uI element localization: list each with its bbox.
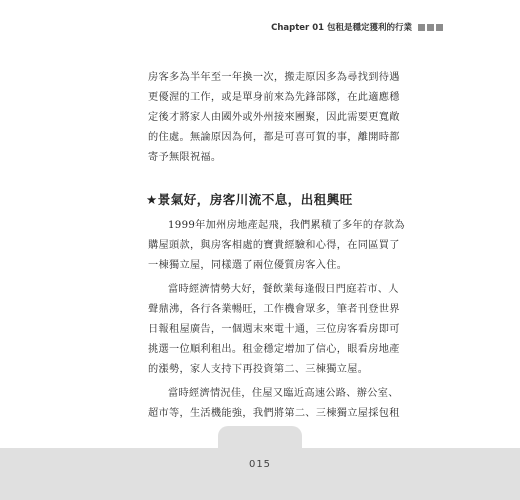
paragraph-3 [148,280,398,380]
text-line: 購屋頭款，與房客相處的寶貴經驗和心得，在同區買了 [148,240,400,251]
section-heading: ★景氣好，房客川流不息，出租興旺 [146,192,353,207]
header-square-3 [436,24,443,31]
text-line: 挑選一位順利租出。租金穩定增加了信心，眼看房地產 [148,344,400,355]
footer-tab-decoration [218,426,302,448]
text-line: 寄予無限祝福。 [148,152,222,163]
footer-band [0,448,520,500]
paragraph-4 [148,384,398,424]
text-line: 的住處。無論原因為何，都是可喜可賀的事，離開時都 [148,132,400,143]
text-line: 房客多為半年至一年換一次，搬走原因多為尋找到待遇 [148,72,400,83]
text-line: 超市等，生活機能強，我們將第二、三棟獨立屋採包租 [148,408,400,419]
page-body [146,68,405,424]
paragraph-2 [148,216,405,276]
text-line: 聲鼎沸，各行各業暢旺，工作機會眾多，筆者刊登世界 [148,304,400,315]
text-line: 當時經濟情勢大好，餐飲業每逢假日門庭若市、人 [168,284,399,295]
running-header [271,21,443,33]
page-number: 015 [248,459,272,470]
header-square-2 [427,24,434,31]
text-line: 一棟獨立屋，同樣選了兩位優質房客入住。 [148,260,348,271]
header-squares-decoration [418,24,443,31]
text-line: 定後才將家人由國外或外州接來團聚，因此需要更寬敞 [148,112,400,123]
text-line: 的漲勢，家人支持下再投資第二、三棟獨立屋。 [148,364,369,375]
paragraph-1 [148,68,398,168]
text-line: 當時經濟情況佳，住屋又臨近高速公路、辦公室、 [168,388,399,399]
header-square-1 [418,24,425,31]
text-line: 日報租屋廣告，一個週末來電十通，三位房客看房即可 [148,324,400,335]
text-line: 更優渥的工作，或是單身前來為先鋒部隊，在此適應穩 [148,92,400,103]
chapter-title: Chapter 01 包租是穩定獲利的行業 [271,23,412,33]
text-line: 1999年加州房地產起飛，我們累積了多年的存款為 [168,220,405,231]
